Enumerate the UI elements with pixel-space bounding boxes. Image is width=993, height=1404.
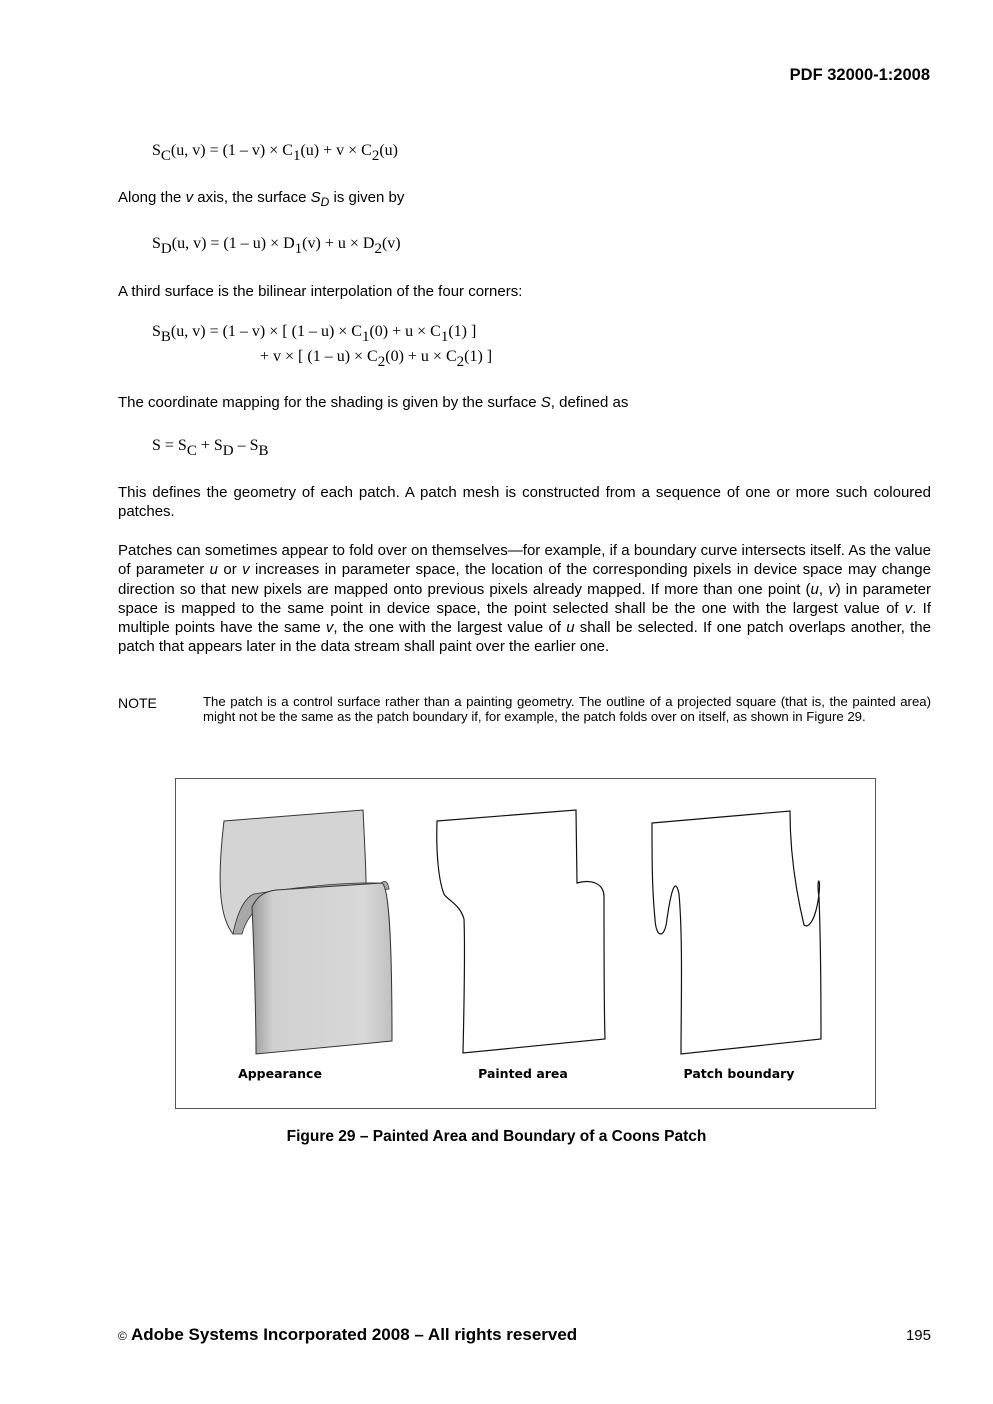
figure-label-painted-area: Painted area bbox=[478, 1066, 568, 1081]
paragraph-fold-over: Patches can sometimes appear to fold over on themselves—for example, if a boundary curve intersects itself. As the value of parameter u or v increases in parameter space, the location of the corresponding pixels in device space may change direction so that new pixels are mapped onto previous pixels already mapped. If more than one point (u, v) in parameter space is mapped to the same point in device space, the point selected shall be the one with the largest value of v. If multiple points have the same v, the one with the largest value of u shall be selected. If one patch overlaps another, the patch that appears later in the data stream shall paint over the earlier one. bbox=[118, 542, 931, 656]
footer-copyright: © Adobe Systems Incorporated 2008 – All rights reserved bbox=[118, 1325, 578, 1344]
equation-sd: $S_D(u$, $v) = (1 - u) \times D_1(v) + u \times D_2(v)$ bbox=[152, 235, 401, 257]
note-text: The patch is a control surface rather than a painting geometry. The outline of a projected square (that is, the painted area) might not be the same as the patch boundary if, for example, the patch folds over on itself, as shown in Figure 29. bbox=[203, 694, 931, 724]
equation-sc: $S_C(u$, $v) = (1 - v) \times C_1(u) + v \times C_2(u)$ bbox=[152, 142, 398, 164]
patch-boundary-outline bbox=[652, 811, 821, 1054]
page-number: 195 bbox=[905, 1327, 931, 1344]
equation-sb-line2: + v × [ $(1 - u) \times C_2(0) + u \times C_2(1)$ ] bbox=[260, 348, 493, 370]
paragraph-geometry: This defines the geometry of each patch. A patch mesh is constructed from a sequence of one or more such coloured patches. bbox=[118, 484, 931, 521]
document-id-header: PDF 32000-1:2008 bbox=[789, 66, 930, 84]
copyright-symbol: © bbox=[118, 1329, 127, 1343]
figure-label-patch-boundary: Patch boundary bbox=[683, 1066, 795, 1081]
paragraph-bilinear: A third surface is the bilinear interpolation of the four corners: bbox=[118, 283, 523, 300]
equation-sb-line1: $S_B(u$, v) = (1 – v) × [ $(1 - u) \times C_1(0) + u \times C_1(1)$ ] bbox=[152, 323, 477, 345]
painted-area-outline bbox=[437, 810, 605, 1053]
equation-s: $S = S_C + S_D - S_B$ bbox=[152, 437, 269, 455]
appearance-front-sheet bbox=[252, 883, 392, 1054]
figure-29 bbox=[175, 778, 876, 1109]
coons-patch-illustration bbox=[176, 779, 875, 1108]
figure-caption: Figure 29 – Painted Area and Boundary of a Coons Patch bbox=[286, 1128, 707, 1145]
note-label: NOTE bbox=[118, 695, 157, 711]
figure-label-appearance: Appearance bbox=[238, 1066, 322, 1081]
paragraph-coordinate-mapping: The coordinate mapping for the shading is given by the surface S, defined as bbox=[118, 394, 629, 411]
paragraph-v-axis: Along the v axis, the surface $S_D$ is given by bbox=[118, 189, 405, 209]
